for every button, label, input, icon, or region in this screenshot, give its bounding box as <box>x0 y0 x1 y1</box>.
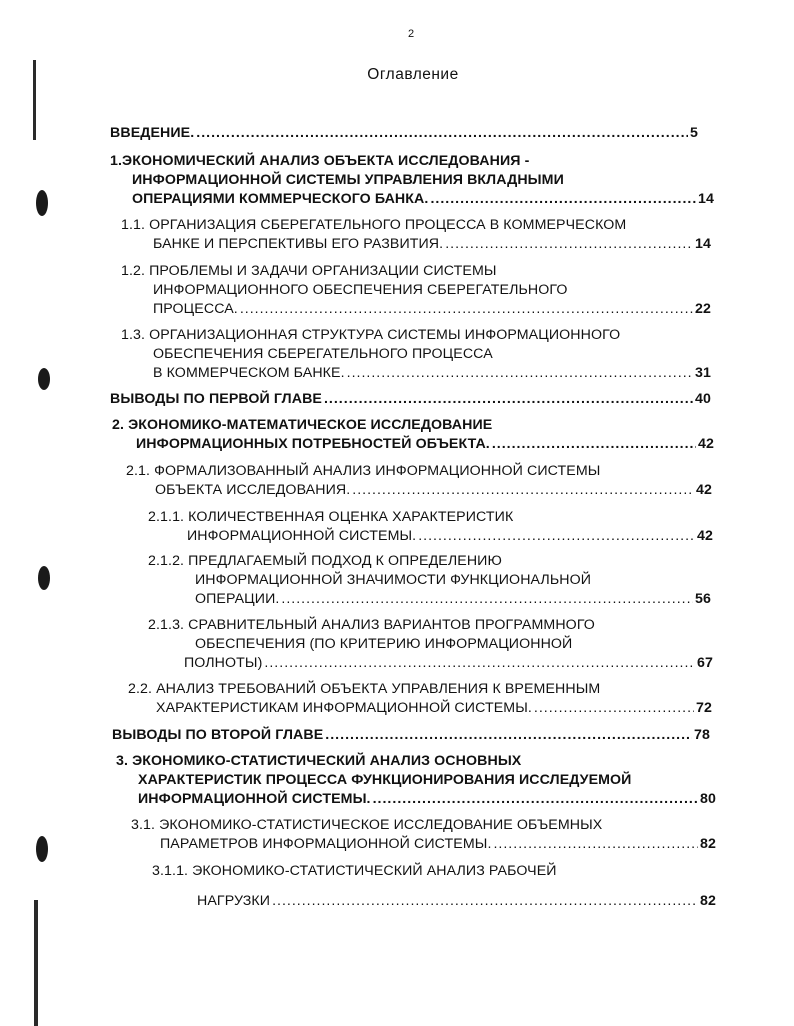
toc-page-number: 40 <box>695 391 711 407</box>
toc-entry-text: 2.1. ФОРМАЛИЗОВАННЫЙ АНАЛИЗ ИНФОРМАЦИОННОЙ СИСТЕМЫ <box>126 463 601 479</box>
binder-hole-mark <box>38 368 50 390</box>
dot-leader <box>430 190 696 209</box>
toc-page-number: 31 <box>695 365 711 381</box>
page-number: 2 <box>408 28 415 40</box>
toc-entry-text: 1.3. ОРГАНИЗАЦИОННАЯ СТРУКТУРА СИСТЕМЫ ИНФОРМАЦИОННОГО <box>121 327 621 343</box>
binder-hole-mark <box>36 190 48 216</box>
toc-entry-text: ИНФОРМАЦИОННОЙ СИСТЕМЫ УПРАВЛЕНИЯ ВКЛАДНЫМИ <box>132 172 564 188</box>
toc-entry-text: ВЫВОДЫ ПО ПЕРВОЙ ГЛАВЕ <box>110 391 322 407</box>
toc-entry-text: ИНФОРМАЦИОННОГО ОБЕСПЕЧЕНИЯ СБЕРЕГАТЕЛЬНОГО <box>153 282 568 298</box>
toc-entry-text: 2. ЭКОНОМИКО-МАТЕМАТИЧЕСКОЕ ИССЛЕДОВАНИЕ <box>112 417 493 433</box>
dot-leader <box>373 790 698 809</box>
toc-page-number: 67 <box>697 655 713 671</box>
toc-entry-text: ОБЪЕКТА ИССЛЕДОВАНИЯ. <box>155 482 351 498</box>
toc-entry-text: 1.2. ПРОБЛЕМЫ И ЗАДАЧИ ОРГАНИЗАЦИИ СИСТЕМЫ <box>121 263 497 279</box>
toc-entry-text: НАГРУЗКИ <box>197 893 271 909</box>
toc-entry-section-2-2[interactable] <box>128 680 712 718</box>
toc-entry-section-3-1-1[interactable] <box>152 862 716 911</box>
binder-hole-mark <box>36 836 48 862</box>
scan-edge-mark <box>34 900 38 1026</box>
toc-page-number: 5 <box>690 125 698 141</box>
toc-entry-section-1-3[interactable] <box>121 326 711 383</box>
toc-entry-text: 1.ЭКОНОМИЧЕСКИЙ АНАЛИЗ ОБЪЕКТА ИССЛЕДОВАНИЯ - <box>110 153 530 169</box>
toc-page-number: 56 <box>695 591 711 607</box>
toc-entry-text: ВВЕДЕНИЕ. <box>110 125 195 141</box>
toc-entry-introduction[interactable] <box>110 124 698 143</box>
toc-entry-section-2-1-2[interactable] <box>148 552 711 609</box>
dot-leader <box>534 699 694 718</box>
toc-page-number: 42 <box>697 528 713 544</box>
toc-entry-text: ВЫВОДЫ ПО ВТОРОЙ ГЛАВЕ <box>112 727 324 743</box>
toc-page-number: 80 <box>700 791 716 807</box>
dot-leader <box>272 892 698 911</box>
toc-entry-text: ИНФОРМАЦИОННОЙ ЗНАЧИМОСТИ ФУНКЦИОНАЛЬНОЙ <box>195 572 592 588</box>
toc-entry-section-2-1-1[interactable] <box>148 508 713 546</box>
toc-entry-section-3-1[interactable] <box>131 816 716 854</box>
toc-page-number: 14 <box>698 191 714 207</box>
toc-entry-text: 1.1. ОРГАНИЗАЦИЯ СБЕРЕГАТЕЛЬНОГО ПРОЦЕССА В КОММЕРЧЕСКОМ <box>121 217 627 233</box>
toc-page-number: 82 <box>700 893 716 909</box>
toc-entry-section-1-1[interactable] <box>121 216 711 254</box>
dot-leader <box>418 527 695 546</box>
toc-page-number: 42 <box>696 482 712 498</box>
toc-page-number: 22 <box>695 301 711 317</box>
toc-entry-text: ХАРАКТЕРИСТИКАМ ИНФОРМАЦИОННОЙ СИСТЕМЫ. <box>156 700 532 716</box>
toc-page-number: 72 <box>696 700 712 716</box>
toc-entry-text: 3. ЭКОНОМИКО-СТАТИСТИЧЕСКИЙ АНАЛИЗ ОСНОВНЫХ <box>116 753 522 769</box>
binder-hole-mark <box>38 566 50 590</box>
dot-leader <box>347 364 693 383</box>
dot-leader <box>445 235 693 254</box>
dot-leader <box>196 124 688 143</box>
toc-entry-text: 2.2. АНАЛИЗ ТРЕБОВАНИЙ ОБЪЕКТА УПРАВЛЕНИЯ К ВРЕМЕННЫМ <box>128 681 601 697</box>
toc-entry-text: 2.1.3. СРАВНИТЕЛЬНЫЙ АНАЛИЗ ВАРИАНТОВ ПРОГРАММНОГО <box>148 617 595 633</box>
toc-entry-text: ХАРАКТЕРИСТИК ПРОЦЕССА ФУНКЦИОНИРОВАНИЯ ИССЛЕДУЕМОЙ <box>138 772 632 788</box>
toc-entry-section-1-2[interactable] <box>121 262 711 319</box>
dot-leader <box>352 481 694 500</box>
toc-entry-text: ИНФОРМАЦИОННОЙ СИСТЕМЫ. <box>187 528 417 544</box>
toc-entry-text: 3.1.1. ЭКОНОМИКО-СТАТИСТИЧЕСКИЙ АНАЛИЗ РАБОЧЕЙ <box>152 863 557 879</box>
toc-entry-text: 2.1.1. КОЛИЧЕСТВЕННАЯ ОЦЕНКА ХАРАКТЕРИСТИК <box>148 509 514 525</box>
toc-entry-section-2-1-3[interactable] <box>148 616 713 673</box>
dot-leader <box>240 300 693 319</box>
toc-entry-text: В КОММЕРЧЕСКОМ БАНКЕ. <box>153 365 345 381</box>
toc-entry-text: ОПЕРАЦИИ. <box>195 591 280 607</box>
toc-entry-conclusions-2[interactable] <box>112 726 710 745</box>
toc-entry-text: 2.1.2. ПРЕДЛАГАЕМЫЙ ПОДХОД К ОПРЕДЕЛЕНИЮ <box>148 553 502 569</box>
toc-entry-chapter-2[interactable] <box>112 416 714 454</box>
toc-entry-chapter-3[interactable] <box>116 752 716 809</box>
dot-leader <box>324 390 693 409</box>
dot-leader <box>325 726 692 745</box>
toc-entry-conclusions-1[interactable] <box>110 390 711 409</box>
toc-entry-chapter-1[interactable] <box>110 152 714 209</box>
dot-leader <box>264 654 695 673</box>
toc-entry-text: ИНФОРМАЦИОННОЙ СИСТЕМЫ. <box>138 791 371 807</box>
toc-entry-text: ОБЕСПЕЧЕНИЯ (ПО КРИТЕРИЮ ИНФОРМАЦИОННОЙ <box>195 636 573 652</box>
toc-entry-text: ИНФОРМАЦИОННЫХ ПОТРЕБНОСТЕЙ ОБЪЕКТА. <box>136 436 490 452</box>
dot-leader <box>493 835 698 854</box>
toc-entry-text: ОБЕСПЕЧЕНИЯ СБЕРЕГАТЕЛЬНОГО ПРОЦЕССА <box>153 346 493 362</box>
toc-page-number: 42 <box>698 436 714 452</box>
dot-leader <box>281 590 693 609</box>
toc-entry-text: ОПЕРАЦИЯМИ КОММЕРЧЕСКОГО БАНКА. <box>132 191 429 207</box>
dot-leader <box>492 435 696 454</box>
toc-page-number: 78 <box>694 727 710 743</box>
toc-page-number: 14 <box>695 236 711 252</box>
toc-entry-text: ПАРАМЕТРОВ ИНФОРМАЦИОННОЙ СИСТЕМЫ. <box>160 836 492 852</box>
scan-edge-mark <box>33 60 36 140</box>
toc-entry-text: БАНКЕ И ПЕРСПЕКТИВЫ ЕГО РАЗВИТИЯ. <box>153 236 444 252</box>
toc-entry-text: 3.1. ЭКОНОМИКО-СТАТИСТИЧЕСКОЕ ИССЛЕДОВАНИЕ ОБЪЕМНЫХ <box>131 817 603 833</box>
toc-entry-text: ПОЛНОТЫ) <box>184 655 263 671</box>
toc-entry-section-2-1[interactable] <box>126 462 712 500</box>
page-title: Оглавление <box>367 66 459 83</box>
toc-page-number: 82 <box>700 836 716 852</box>
toc-entry-text: ПРОЦЕССА. <box>153 301 238 317</box>
